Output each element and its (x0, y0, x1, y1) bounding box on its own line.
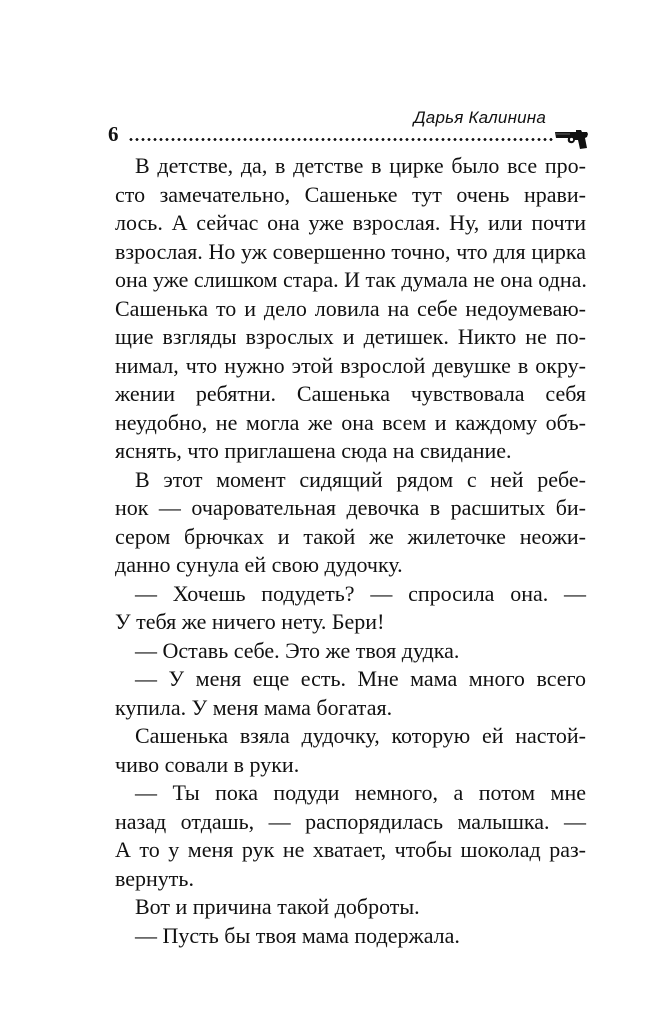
text-line: В детстве, да, в детстве в цирке было все про- (135, 153, 586, 178)
author-name: Дарья Калинина (413, 108, 546, 127)
page-number: 6 (108, 122, 119, 146)
text-line: — У меня еще есть. Мне мама много всего (135, 666, 586, 691)
text-line: Вот и причина такой доброты. (135, 894, 420, 919)
text-line: — Ты пока подуди немного, а потом мне (135, 780, 586, 805)
text-line: щие взгляды взрослых и детишек. Никто не по- (115, 324, 586, 349)
text-line: данно сунула ей свою дудочку. (115, 552, 403, 577)
text-line: Сашенька взяла дудочку, которую ей настой- (135, 723, 586, 748)
text-line: неудобно, не могла же она всем и каждому объ- (115, 409, 586, 435)
text-line: взрослая. Но уж совершенно точно, что для цирка (115, 238, 586, 264)
text-line: лось. А сейчас она уже взрослая. Ну, или почти (115, 210, 586, 235)
text-line: она уже слишком стара. И так думала не она одна. (115, 267, 587, 292)
text-line: — Оставь себе. Это же твоя дудка. (135, 637, 460, 663)
text-line: — Пусть бы твоя мама подержала. (135, 922, 460, 948)
text-line: Сашенька то и дело ловила на себе недоумеваю- (115, 295, 586, 321)
body-text (115, 152, 586, 950)
text-line: чиво совали в руки. (115, 751, 300, 777)
text-line: сто замечательно, Сашеньке тут очень нрави- (115, 181, 586, 207)
running-header (108, 108, 593, 158)
text-line: яснять, что приглашена сюда на свидание. (115, 438, 512, 463)
text-line: нимал, что нужно этой взрослой девушке в окру- (115, 352, 586, 378)
text-line: вернуть. (115, 865, 194, 891)
dotted-leader (128, 138, 554, 141)
text-line: жении ребятни. Сашенька чувствовала себя (115, 381, 586, 406)
revolver-icon (554, 127, 590, 151)
text-line: — Хочешь подудеть? — спросила она. — (135, 580, 586, 606)
text-line: У тебя же ничего нету. Бери! (115, 609, 385, 634)
text-line: В этот момент сидящий рядом с ней ребе- (135, 466, 586, 492)
text-line: назад отдашь, — распорядилась малышка. — (115, 808, 586, 834)
text-line: купила. У меня мама богатая. (115, 694, 393, 720)
text-line: А то у меня рук не хватает, чтобы шоколад раз- (115, 837, 586, 862)
text-line: сером брючках и такой же жилеточке неожи- (115, 523, 586, 549)
text-line: нок — очаровательная девочка в расшитых би- (115, 495, 586, 520)
